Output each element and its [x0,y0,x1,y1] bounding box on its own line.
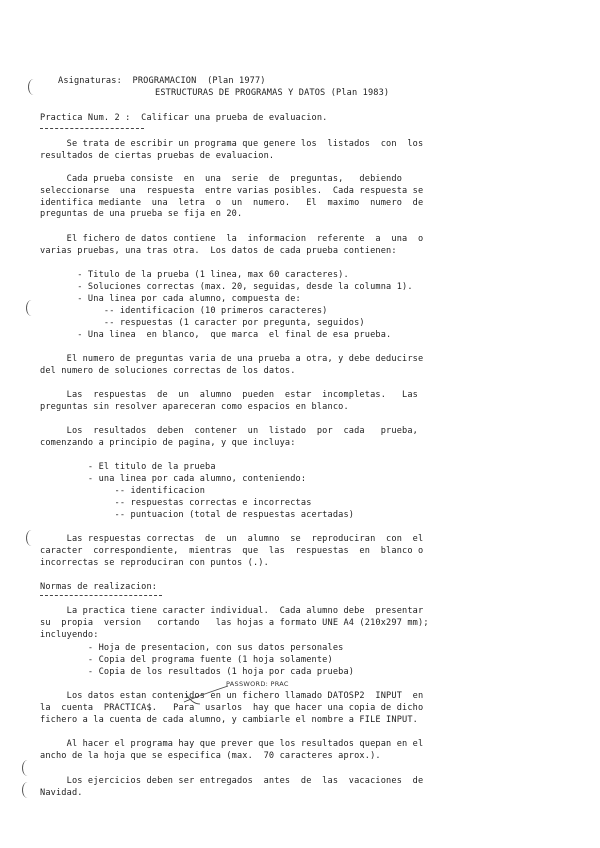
contenido-subitem-2: -- respuestas (1 caracter por pregunta, seguidos) [40,318,365,328]
binding-mark-top [28,79,39,95]
resultados-line-1: Los resultados deben contener un listado por cada prueba, [40,426,418,436]
resultados-item-2: - una linea por cada alumno, conteniendo: [40,474,307,484]
ejercicios-line-1: Los ejercicios deben ser entregados antes de las vacaciones de [40,776,424,786]
datos-line-1: Los datos estan contenidos en un fichero llamado DATOSP2 INPUT en [40,691,424,701]
contenido-item-4: - Una linea en blanco, que marca el final de esa prueba. [40,330,392,340]
resultados-line-2: comenzando a principio de pagina, y que incluya: [40,438,296,448]
header-subjects: Asignaturas: PROGRAMACION (Plan 1977) [58,76,266,86]
contenido-item-2: - Soluciones correctas (max. 20, seguidas, desde la columna 1). [40,282,413,292]
practica-line-1: La practica tiene caracter individual. Cada alumno debe presentar [40,606,424,616]
presentar-item-2: - Copia del programa fuente (1 hoja solamente) [40,655,333,665]
fichero-line-1: El fichero de datos contiene la informacion referente a una o [40,234,424,244]
numero-line-2: del numero de soluciones correctas de los datos. [40,366,296,376]
correctas-line-1: Las respuestas correctas de un alumno se reproduciran con el [40,534,424,544]
respuestas-line-1: Las respuestas de un alumno pueden estar incompletas. Las [40,390,418,400]
fichero-line-2: varias pruebas, una tras otra. Los datos de cada prueba contienen: [40,246,397,256]
practice-title-underline [40,128,144,129]
practica-line-3: incluyendo: [40,630,99,640]
normas-heading-underline [40,595,162,596]
contenido-item-1: - Titulo de la prueba (1 linea, max 60 caracteres). [40,270,349,280]
resultados-subitem-2: -- respuestas correctas e incorrectas [40,498,312,508]
practica-line-2: su propia version cortando las hojas a formato UNE A4 (210x297 mm); [40,618,429,628]
respuestas-line-2: preguntas sin resolver apareceran como espacios en blanco. [40,402,349,412]
presentar-item-3: - Copia de los resultados (1 hoja por cada prueba) [40,667,355,677]
practice-title: Practica Num. 2 : Calificar una prueba de evaluacion. [40,113,328,123]
hacer-line-2: ancho de la hoja que se especifica (max. 70 caracteres aprox.). [40,751,381,761]
numero-line-1: El numero de preguntas varia de una prueba a otra, y debe deducirse [40,354,424,364]
hacer-line-1: Al hacer el programa hay que prever que los resultados quepan en el [40,739,424,749]
resultados-item-1: - El titulo de la prueba [40,462,216,472]
intro-line-2: resultados de ciertas pruebas de evaluacion. [40,151,275,161]
resultados-subitem-3: -- puntuacion (total de respuestas acertadas) [40,510,355,520]
prueba-line-4: preguntas de una prueba se fija en 20. [40,209,243,219]
correctas-line-2: caracter correspondiente, mientras que las respuestas en blanco o [40,546,424,556]
datos-line-2: la cuenta PRACTICA$. Para usarlos hay que hacer una copia de dicho [40,703,424,713]
contenido-subitem-1: -- identificacion (10 primeros caracteres) [40,306,328,316]
prueba-line-3: identifica mediante una letra o un numero. El maximo numero de [40,198,424,208]
handwritten-password-note: PASSWORD: PRAC [226,680,289,688]
contenido-item-3: - Una linea por cada alumno, compuesta de: [40,294,301,304]
binding-mark-bottom-2 [22,782,33,798]
presentar-item-1: - Hoja de presentacion, con sus datos personales [40,643,344,653]
prueba-line-2: seleccionarse una respuesta entre varias posibles. Cada respuesta se [40,186,424,196]
intro-line-1: Se trata de escribir un programa que genere los listados con los [40,139,424,149]
normas-heading: Normas de realizacion: [40,582,158,592]
header-subject-2: ESTRUCTURAS DE PROGRAMAS Y DATOS (Plan 1983) [155,88,390,98]
datos-line-3: fichero a la cuenta de cada alumno, y cambiarle el nombre a FILE INPUT. [40,715,418,725]
binding-mark-middle-lower [26,530,37,546]
correctas-line-3: incorrectas se reproduciran con puntos (.). [40,558,269,568]
binding-mark-bottom-1 [22,760,33,776]
binding-mark-middle-upper [26,300,37,316]
ejercicios-line-2: Navidad. [40,788,83,798]
prueba-line-1: Cada prueba consiste en una serie de preguntas, debiendo [40,174,403,184]
resultados-subitem-1: -- identificacion [40,486,206,496]
